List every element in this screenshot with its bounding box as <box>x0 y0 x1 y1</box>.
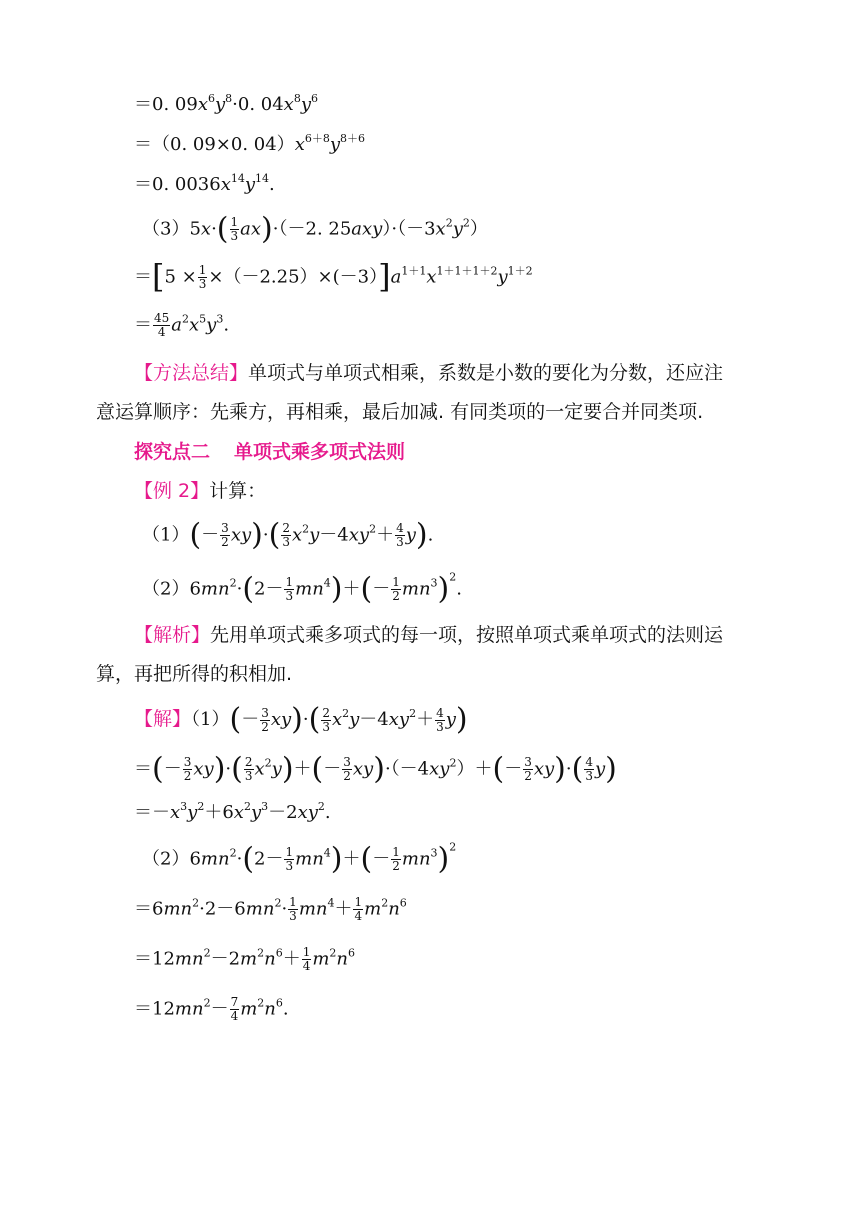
analysis-line1: 【解析】先用单项式乘多项式的每一项，按照单项式乘单项式的法则运 <box>134 624 724 646</box>
example-header: 【例 2】计算： <box>134 480 267 502</box>
solution-1: 【解】（1）(－ $\frac{3}{2}$ xy)·( $\frac{2}{3}$ $x^2y-4xy^2+$ $\frac{4}{3}$ y) <box>134 702 468 737</box>
example-tag: 【例 2】 <box>134 480 210 502</box>
section-title: 探究点二 单项式乘多项式法则 <box>134 441 406 463</box>
solution-tag: 【解】 <box>134 708 192 730</box>
solution-2-step-1: $=6mn^2\cdot 2-6mn^2\cdot$ $\frac{1}{3}$ $mn^4+$ $\frac{1}{4}$ $m^2n^6$ <box>134 895 407 923</box>
calc-step-4: ＝[5 × $\frac{1}{3}$ $\times(-2.25)\times(-3)]a^{1+1}x^{1+1+1+2}y^{1+2}$ <box>134 257 533 296</box>
solution-2: $(2)6mn^2\cdot(2-$ $\frac{1}{3}$ $mn^4)+(-$ $\frac{1}{2}$ $mn^3)^2$ <box>142 840 457 877</box>
problem-3: （3）5x·( $\frac{1}{3}$ ax)·（－2. $25axy)\cdot(-3x^2y^2)$ <box>142 211 488 247</box>
analysis-tag: 【解析】 <box>134 624 211 646</box>
example-problem-2: $(2)6mn^2\cdot(2-$ $\frac{1}{3}$ $mn^4)+(-$ $\frac{1}{2}$ $mn^3)^2$. <box>142 570 462 607</box>
analysis-line2: 算，再把所得的积相加. <box>96 663 293 685</box>
solution-1-step-1: ＝(－ $\frac{3}{2}$ xy)·( $\frac{2}{3}$ $x^2y)+(-$ $\frac{3}{2}$ $xy)\cdot(-4xy^2)+(-$ $\frac{3}{2}$ xy)·( $\frac{4}{3}$ y) <box>134 751 617 787</box>
label-3: （3） <box>142 218 190 240</box>
example-problem-1: （1）(－ $\frac{3}{2}$ xy)·( $\frac{2}{3}$ $x^2y-4xy^2+$ $\frac{4}{3}$ y). <box>142 517 434 553</box>
method-summary-line2: 意运算顺序：先乘方，再相乘，最后加减. 有同类项的一定要合并同类项. <box>96 401 704 423</box>
method-summary-tag: 【方法总结】 <box>134 362 249 384</box>
calc-step-3: ＝0. $0036x^{14}y^{14}$. <box>134 172 275 195</box>
solution-2-step-2: $=12mn^2-2m^2n^6+$ $\frac{1}{4}$ $m^2n^6$ <box>134 945 356 973</box>
method-summary-line1: 【方法总结】单项式与单项式相乘，系数是小数的要化为分数，还应注 <box>134 362 724 384</box>
solution-2-step-3: $=12mn^2-$ $\frac{7}{4}$ $m^2n^6$. <box>134 995 289 1023</box>
solution-1-step-2: $=-x^3y^2+6x^2y^3-2xy^2$. <box>134 800 331 823</box>
calc-step-5: ＝ $\frac{45}{4}$ $a^2x^5y^3$. <box>134 311 230 339</box>
calc-step-1: ＝0. $09x^6y^8\cdot 0$. $04x^8y^6$ <box>134 92 318 115</box>
calc-step-2: ＝（0. 09×0. $04)x^{6+8}y^{8+6}$ <box>134 132 366 155</box>
